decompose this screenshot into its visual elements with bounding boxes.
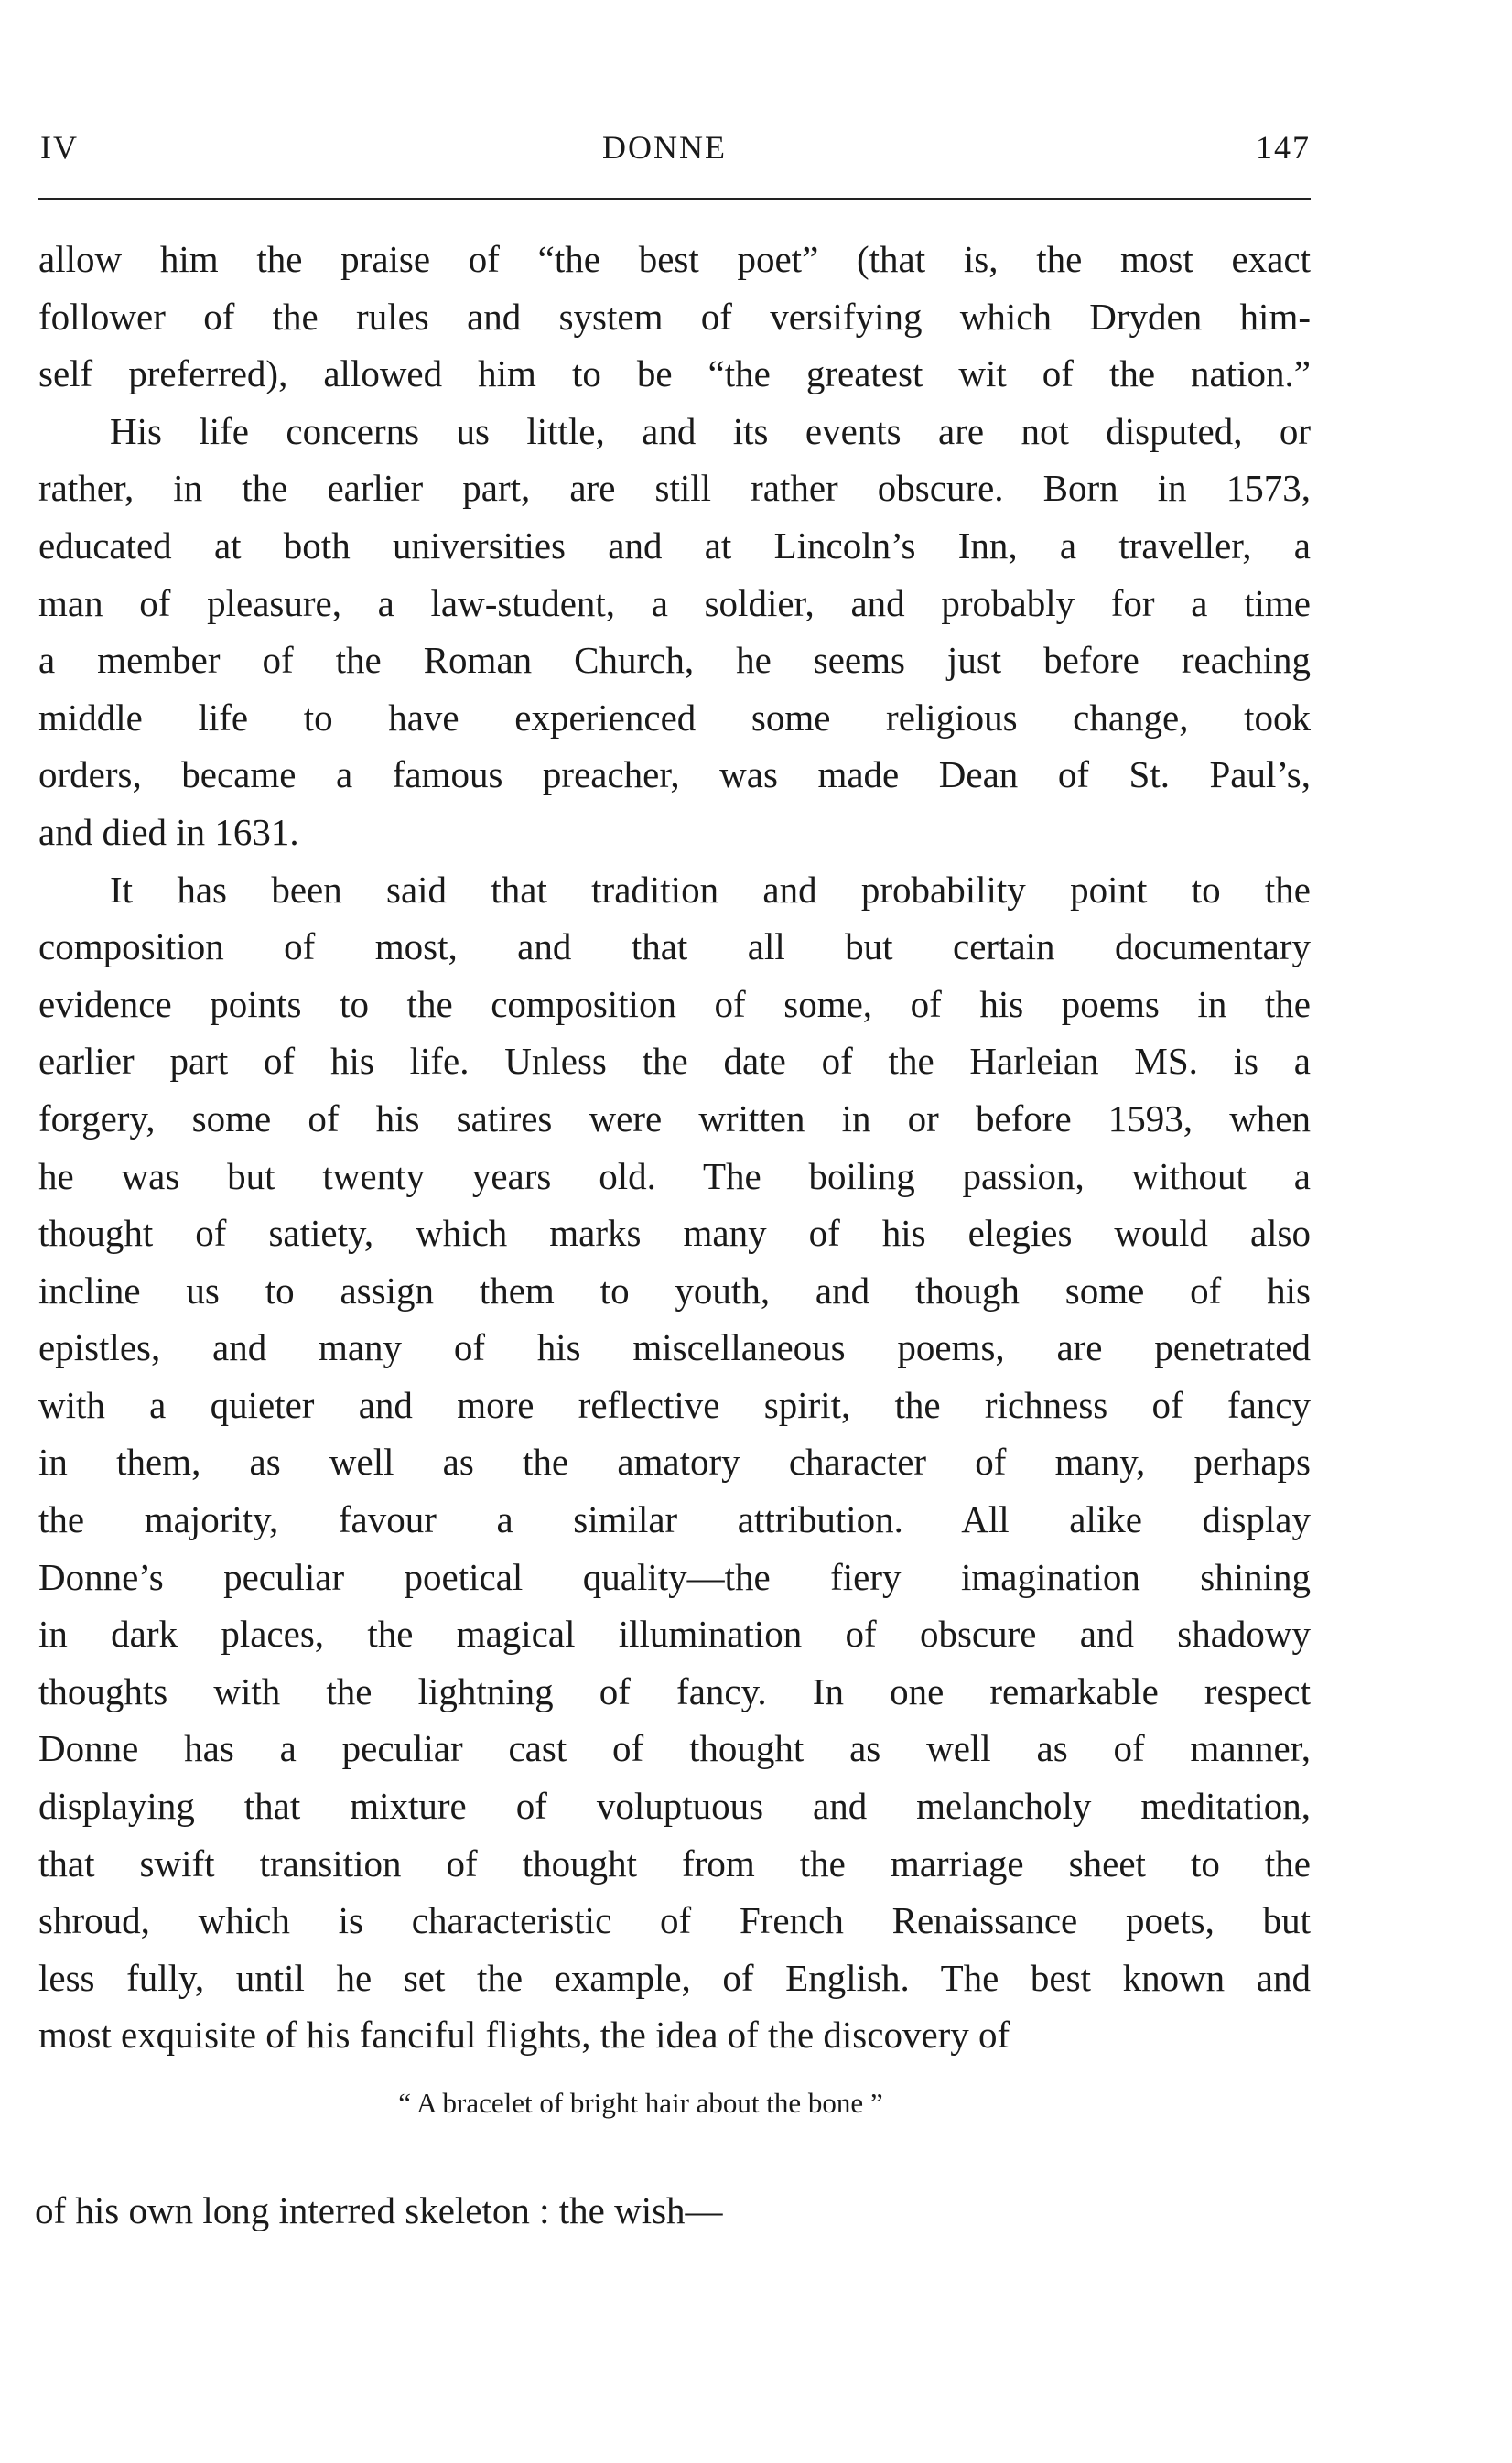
page-number: 147 — [1256, 129, 1311, 166]
text-line: educated at both universities and at Lincoln’s Inn, a traveller, a — [38, 524, 1311, 567]
text-line: with a quieter and more reflective spirit, the richness of fancy — [38, 1383, 1311, 1426]
text-line: the majority, favour a similar attribution. All alike display — [38, 1498, 1311, 1541]
chapter-number: IV — [40, 129, 79, 166]
text-line: incline us to assign them to youth, and though some of his — [38, 1269, 1311, 1312]
quoted-verse: “ A bracelet of bright hair about the bone ” — [398, 2087, 883, 2119]
text-line: rather, in the earlier part, are still rather obscure. Born in 1573, — [38, 467, 1311, 510]
text-line: man of pleasure, a law-student, a soldier, and probably for a time — [38, 581, 1311, 624]
text-line: His life concerns us little, and its events are not disputed, or — [110, 409, 1311, 452]
running-title: DONNE — [602, 129, 727, 166]
text-line: displaying that mixture of voluptuous and melancholy meditation, — [38, 1785, 1311, 1828]
text-line: in them, as well as the amatory character of many, perhaps — [38, 1441, 1311, 1484]
text-line: in dark places, the magical illumination of obscure and shadowy — [38, 1613, 1311, 1656]
final-line: of his own long interred skeleton : the wish— — [35, 2189, 723, 2231]
text-line: orders, became a famous preacher, was made Dean of St. Paul’s, — [38, 753, 1311, 796]
text-line: earlier part of his life. Unless the date of the Harleian MS. is a — [38, 1040, 1311, 1083]
text-line: that swift transition of thought from the marriage sheet to the — [38, 1842, 1311, 1885]
text-line: Donne has a peculiar cast of thought as well as of manner, — [38, 1727, 1311, 1770]
text-line: thought of satiety, which marks many of his elegies would also — [38, 1212, 1311, 1255]
text-line: It has been said that tradition and probability point to the — [110, 868, 1311, 911]
text-line: epistles, and many of his miscellaneous poems, are penetrated — [38, 1326, 1311, 1369]
text-line: most exquisite of his fanciful flights, the idea of the discovery of — [38, 2014, 1010, 2057]
text-line: evidence points to the composition of some, of his poems in the — [38, 982, 1311, 1025]
text-line: composition of most, and that all but certain documentary — [38, 925, 1311, 968]
text-line: less fully, until he set the example, of English. The best known and — [38, 1956, 1311, 1999]
text-line: shroud, which is characteristic of French Renaissance poets, but — [38, 1899, 1311, 1942]
body-text — [38, 231, 1311, 2064]
text-line: he was but twenty years old. The boiling passion, without a — [38, 1154, 1311, 1197]
text-line: self preferred), allowed him to be “the greatest wit of the nation.” — [38, 352, 1311, 395]
text-line: forgery, some of his satires were written in or before 1593, when — [38, 1096, 1311, 1140]
text-line: middle life to have experienced some religious change, took — [38, 696, 1311, 739]
text-line: follower of the rules and system of versifying which Dryden him- — [38, 295, 1311, 338]
text-line: and died in 1631. — [38, 810, 299, 853]
text-line: allow him the praise of “the best poet” (that is, the most exact — [38, 238, 1311, 280]
header-rule — [38, 198, 1311, 200]
text-line: Donne’s peculiar poetical quality—the fiery imagination shining — [38, 1555, 1311, 1598]
text-line: a member of the Roman Church, he seems just before reaching — [38, 639, 1311, 682]
text-line: thoughts with the lightning of fancy. In one remarkable respect — [38, 1669, 1311, 1712]
